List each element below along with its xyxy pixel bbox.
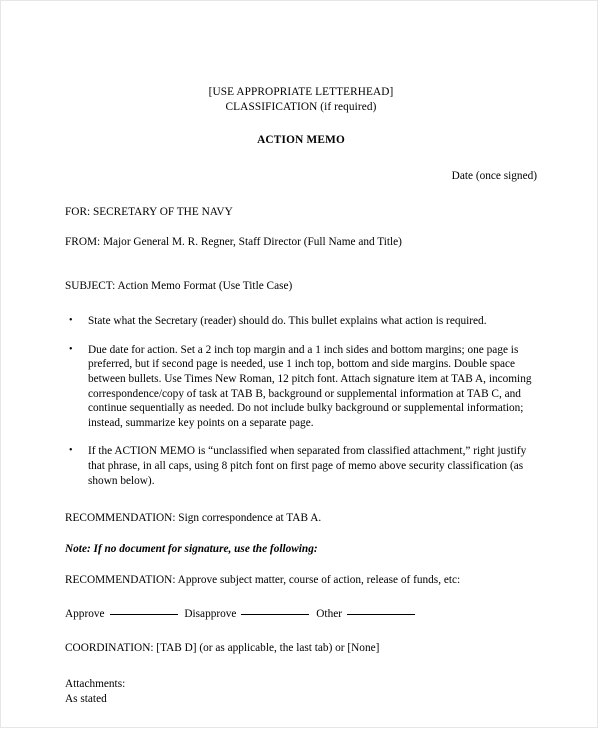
- bullet-item: [65, 343, 537, 431]
- bullet-list: [65, 314, 537, 488]
- coordination-line: COORDINATION: [TAB D] (or as applicable, the last tab) or [None]: [65, 642, 380, 655]
- memo-title: ACTION MEMO: [257, 134, 345, 147]
- for-line: FOR: SECRETARY OF THE NAVY: [65, 206, 233, 219]
- decision-options-line: [65, 607, 537, 622]
- note-line: Note: If no document for signature, use the following:: [65, 542, 318, 555]
- approve-label: Approve: [65, 607, 105, 620]
- bullet-text: If the ACTION MEMO is “unclassified when separated from classified attachment,” right justify that phrase, in all caps, using 8 pitch font on first page of memo above security classification (as shown below).: [88, 445, 527, 487]
- bullet-marker-icon: •: [69, 343, 73, 355]
- from-line: FROM: Major General M. R. Regner, Staff Director (Full Name and Title): [65, 235, 402, 248]
- approve-signature-rule[interactable]: [110, 614, 178, 615]
- attachments-block: [65, 677, 537, 706]
- other-label: Other: [316, 607, 342, 620]
- bullet-item: [65, 314, 537, 329]
- recommendation-line-1: RECOMMENDATION: Sign correspondence at TAB A.: [65, 512, 322, 525]
- bullet-text: Due date for action. Set a 2 inch top margin and a 1 inch sides and bottom margins; one page is preferred, but if second page is needed, use 1 inch top, bottom and side margins. Double space between bullets. Use Times New Roman, 12 pitch font. Attach signature item at TAB A, incoming correspondence/copy of task at TAB B, background or supplemental information at TAB C, and continue sequentially as needed. Do not include bulky background or supplemental information; instead, summarize key points on a separate page.: [88, 343, 532, 429]
- recommendation-line-2: RECOMMENDATION: Approve subject matter, course of action, release of funds, etc:: [65, 574, 461, 587]
- other-signature-rule[interactable]: [347, 614, 415, 615]
- disapprove-label: Disapprove: [184, 607, 237, 620]
- subject-line: SUBJECT: Action Memo Format (Use Title Case): [65, 279, 293, 292]
- attachments-value: As stated: [65, 692, 107, 705]
- attachments-label: Attachments:: [65, 678, 126, 691]
- bullet-text: State what the Secretary (reader) should do. This bullet explains what action is required.: [88, 315, 487, 328]
- bullet-marker-icon: •: [69, 445, 73, 457]
- bullet-item: [65, 444, 537, 488]
- bullet-marker-icon: •: [69, 315, 73, 327]
- letterhead-block: [65, 85, 537, 114]
- date-line: Date (once signed): [451, 169, 537, 182]
- document-body: [65, 1, 537, 706]
- classification-text: CLASSIFICATION (if required): [225, 100, 377, 113]
- disapprove-signature-rule[interactable]: [241, 614, 309, 615]
- letterhead-text: [USE APPROPRIATE LETTERHEAD]: [208, 86, 394, 98]
